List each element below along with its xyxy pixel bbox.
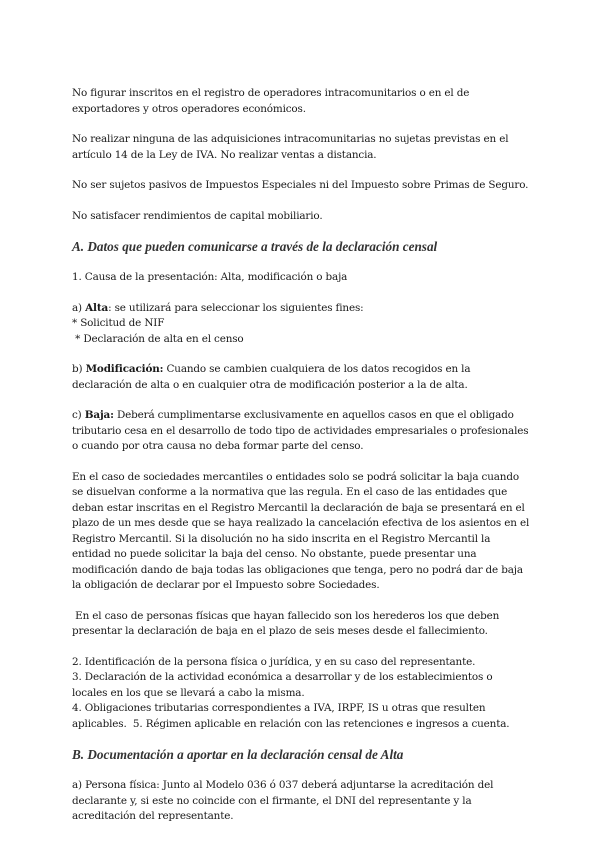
section-a-heading: A. Datos que pueden comunicarse a través de la declaración censal xyxy=(72,239,438,254)
alta-line: a) Alta: se utilizará para seleccionar los siguientes fines: xyxy=(72,301,364,314)
modificacion-label: Modificación: xyxy=(85,363,164,375)
sociedades-paragraph: En el caso de sociedades mercantiles o entidades solo se podrá solicitar la baja cuando se disuelvan conforme a la normativa que las regula. En el caso de las entidades que deban estar inscritas en el Registro Mercantil la declaración de baja se presentará en el plazo de un mes desde que se haya realizado la cancelación efectiva de los asientos en el Registro Mercantil. Si la disolución no ha sido inscrita en el Registro Mercantil la entidad no puede solicitar la baja del censo. No obstante, puede presentar una modificación dando de baja todas las obligaciones que tenga, pero no podrá dar de baja la obligación de declarar por el Impuesto sobre Sociedades. xyxy=(72,470,530,591)
alta-label: Alta xyxy=(85,301,109,314)
paragraph-impuestos-especiales: No ser sujetos pasivos de Impuestos Especiales ni del Impuesto sobre Primas de Seguro. xyxy=(72,179,529,191)
alta-bullet-censo: * Declaración de alta en el censo xyxy=(72,332,244,345)
baja-paragraph: c) Baja: Deberá cumplimentarse exclusivamente en aquellos casos en que el obligado tributario cesa en el desarrollo de todo tipo de actividades empresariales o profesionales o cuando por otra causa no deba formar parte del censo. xyxy=(72,409,529,452)
baja-label: Baja: xyxy=(84,409,114,421)
paragraph-adquisiciones: No realizar ninguna de las adquisiciones intracomunitarias no sujetas previstas en el artículo 14 de la Ley de IVA. No realizar ventas a distancia. xyxy=(72,133,509,161)
fallecidos-paragraph: En el caso de personas físicas que hayan fallecido son los herederos los que deben presentar la declaración de baja en el plazo de seis meses desde el fallecimiento. xyxy=(72,609,503,637)
paragraph-capital-mobiliario: No satisfacer rendimientos de capital mobiliario. xyxy=(72,209,323,222)
modificacion-paragraph: b) Modificación: Cuando se cambien cualquiera de los datos recogidos en la declaración de alta o en cualquier otra de modificación posterior a la de alta. xyxy=(72,363,471,391)
item-identificacion: 2. Identificación de la persona física o jurídica, y en su caso del representante. xyxy=(72,655,476,668)
section-b-heading: B. Documentación a aportar en la declaración censal de Alta xyxy=(72,747,404,762)
paragraph-registro: No figurar inscritos en el registro de operadores intracomunitarios o en el de exportadores y otros operadores económicos. xyxy=(72,87,470,115)
item-actividad: 3. Declaración de la actividad económica a desarrollar y de los establecimientos o locales en los que se llevará a cabo la misma. xyxy=(72,671,493,699)
item-obligaciones: 4. Obligaciones tributarias correspondientes a IVA, IRPF, IS u otras que resulten aplicables. 5. Régimen aplicable en relación con las retenciones e ingresos a cuenta. xyxy=(72,702,510,730)
item-causa-presentacion: 1. Causa de la presentación: Alta, modificación o baja xyxy=(72,271,348,283)
alta-bullet-nif: * Solicitud de NIF xyxy=(72,317,165,329)
persona-fisica-paragraph: a) Persona física: Junto al Modelo 036 ó 037 deberá adjuntarse la acreditación del declarante y, si este no coincide con el firmante, el DNI del representante y la acreditación del representante. xyxy=(72,779,494,822)
